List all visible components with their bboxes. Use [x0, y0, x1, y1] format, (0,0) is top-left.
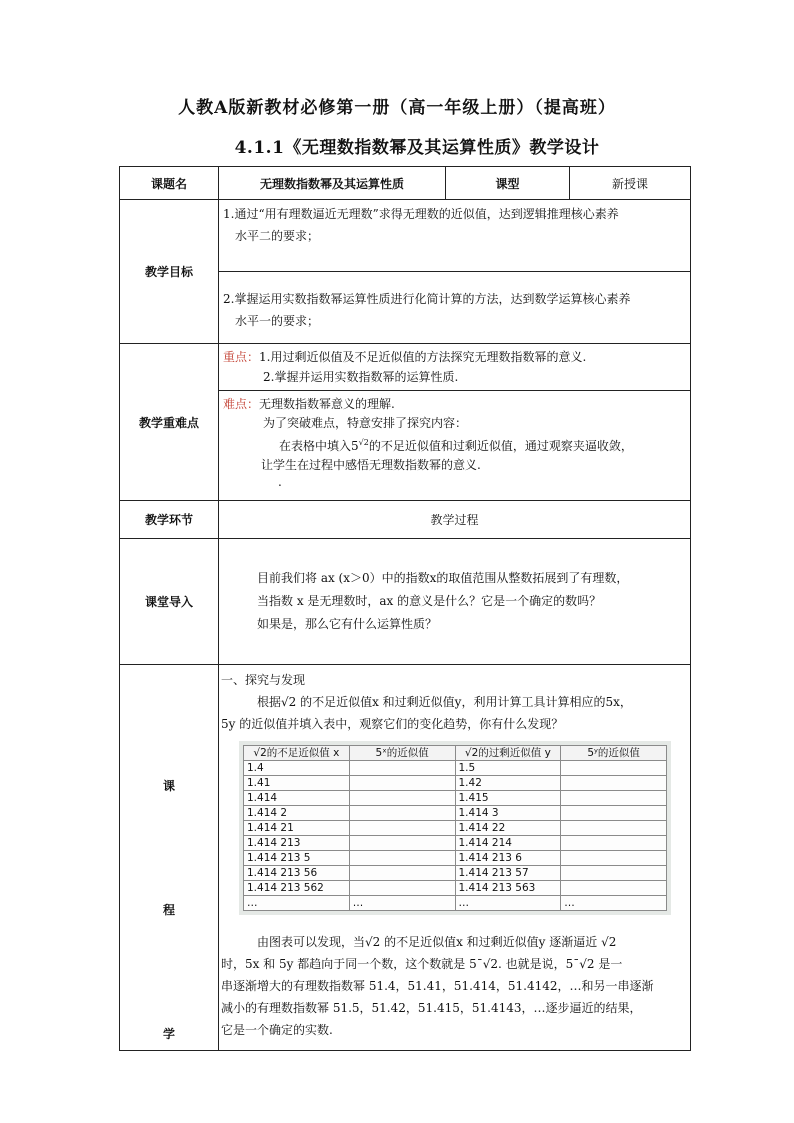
approx-table-cell [561, 776, 667, 791]
approx-table-cell: 1.414 213 57 [455, 866, 561, 881]
approx-header-x: √2的不足近似值 x [244, 746, 350, 761]
approx-table-row [244, 821, 667, 836]
approx-table-cell [561, 806, 667, 821]
approx-table-cell [349, 866, 455, 881]
goals-label: 教学目标 [120, 200, 219, 344]
intro-line-2: 当指数 x 是无理数时，ax 的意义是什么？它是一个确定的数吗？ [257, 594, 602, 608]
process-label-char-3: 学 [162, 1027, 175, 1041]
approx-table-cell [561, 761, 667, 776]
topic-label: 课题名 [120, 167, 219, 200]
approx-table-row [244, 791, 667, 806]
approx-table-cell: 1.414 3 [455, 806, 561, 821]
approx-table-cell: 1.41 [244, 776, 350, 791]
approx-table-row [244, 761, 667, 776]
para-2-e: 它是一个确定的实数. [221, 1023, 333, 1037]
difficulty-1: 无理数指数幂意义的理解. [259, 397, 395, 411]
key-point-2: 2.掌握并运用实数指数幂的运算性质. [263, 370, 459, 384]
approx-table-cell [349, 881, 455, 896]
section-title: 一、探究与发现 [221, 673, 306, 687]
difficulty-points [219, 391, 691, 501]
approx-table-row [244, 881, 667, 896]
approx-table-cell: 1.414 213 56 [244, 866, 350, 881]
approx-table-cell: 1.414 21 [244, 821, 350, 836]
key-point-1: 1.用过剩近似值及不足近似值的方法探究无理数指数幂的意义. [259, 350, 587, 364]
approx-table-frame [239, 741, 671, 915]
approx-table-cell [561, 866, 667, 881]
approx-table [243, 745, 667, 911]
approx-header-y: √2的过剩近似值 y [455, 746, 561, 761]
difficulty-3: 在表格中填入$5^{√2}$的不足近似值和过剩近似值，通过观察夹逼收敛， [279, 438, 633, 453]
process-row [120, 665, 691, 1051]
process-label-char-1: 课 [162, 779, 175, 793]
lesson-type-label: 课型 [446, 167, 570, 200]
intro-row [120, 539, 691, 665]
key-tag: 重点： [223, 350, 260, 364]
approx-table-row [244, 851, 667, 866]
intro-content [219, 539, 691, 665]
approx-table-cell: 1.414 213 562 [244, 881, 350, 896]
approx-table-row [244, 836, 667, 851]
approx-table-row [244, 896, 667, 911]
approx-table-cell [349, 776, 455, 791]
approx-table-cell: 1.5 [455, 761, 561, 776]
lesson-plan-table [119, 166, 691, 1051]
para-1-a: 根据√2 的不足近似值x 和过剩近似值y，利用计算工具计算相应的5x， [257, 695, 632, 709]
difficulty-4: 让学生在过程中感悟无理数指数幂的意义. [261, 458, 481, 472]
process-label [120, 665, 219, 1051]
approx-header-5y: 5ʸ的近似值 [561, 746, 667, 761]
approx-table-row [244, 806, 667, 821]
intro-label: 课堂导入 [120, 539, 219, 665]
intro-line-1: 目前我们将 ax (x＞0）中的指数x的取值范围从整数拓展到了有理数， [257, 571, 629, 585]
approx-table-cell [561, 836, 667, 851]
process-label-char-2: 程 [162, 903, 175, 917]
approx-table-cell: … [455, 896, 561, 911]
approx-table-cell [561, 881, 667, 896]
approx-header-5x: 5ˣ的近似值 [349, 746, 455, 761]
approx-table-header [244, 746, 667, 761]
phase-label: 教学环节 [120, 501, 219, 539]
approx-table-cell [561, 821, 667, 836]
approx-table-cell: 1.414 214 [455, 836, 561, 851]
difficulty-2: 为了突破难点，特意安排了探究内容： [263, 416, 468, 430]
goal-2-line-b: 水平一的要求； [235, 314, 320, 328]
approx-table-cell: 1.42 [455, 776, 561, 791]
approx-table-cell [561, 851, 667, 866]
para-2-c: 串逐渐增大的有理数指数幂 51.4，51.41，51.414，51.4142，…和另一串逐渐 [221, 979, 654, 993]
document-subtitle: 4.1.1《无理数指数幂及其运算性质》教学设计 [234, 138, 600, 158]
approx-table-cell: … [349, 896, 455, 911]
intro-line-3: 如果是，那么它有什么运算性质？ [257, 617, 438, 631]
para-2-a: 由图表可以发现，当√2 的不足近似值x 和过剩近似值y 逐渐逼近 √2 [257, 935, 617, 949]
keypoints-label: 教学重难点 [120, 344, 219, 501]
goal-row-1 [120, 200, 691, 272]
approx-table-cell: 1.414 22 [455, 821, 561, 836]
approx-table-cell [349, 851, 455, 866]
approx-table-cell: 1.414 2 [244, 806, 350, 821]
goal-1-line-a: 1.通过“用有理数逼近无理数”求得无理数的近似值，达到逻辑推理核心素养 [223, 207, 619, 221]
phase-row [120, 501, 691, 539]
approx-table-cell [349, 791, 455, 806]
para-2-b: 时，5x 和 5y 都趋向于同一个数，这个数就是 5ˉ√2. 也就是说，5ˉ√2 是一 [221, 957, 623, 971]
para-2-d: 减小的有理数指数幂 51.5，51.42，51.415，51.4143，…逐步逼近的结果， [221, 1001, 642, 1015]
approx-table-cell: 1.414 [244, 791, 350, 806]
difficulty-5: . [278, 475, 282, 489]
key-points [219, 344, 691, 391]
goal-1 [219, 200, 691, 272]
approx-table-cell: 1.415 [455, 791, 561, 806]
approx-table-cell: … [561, 896, 667, 911]
goal-1-line-b: 水平二的要求； [235, 229, 320, 243]
approx-table-cell: … [244, 896, 350, 911]
difficulty-tag: 难点： [223, 397, 260, 411]
approx-table-cell: 1.414 213 [244, 836, 350, 851]
keypoint-row [120, 344, 691, 391]
para-1-b: 5y 的近似值并填入表中，观察它们的变化趋势，你有什么发现？ [221, 717, 564, 731]
approx-table-row [244, 866, 667, 881]
approx-table-cell [561, 791, 667, 806]
goal-2-line-a: 2.掌握运用实数指数幂运算性质进行化简计算的方法，达到数学运算核心素养 [223, 292, 631, 306]
approx-table-cell: 1.414 213 6 [455, 851, 561, 866]
approx-table-row [244, 776, 667, 791]
approx-table-cell [349, 821, 455, 836]
document-title: 人教A版新教材必修第一册（高一年级上册）（提高班） [178, 98, 616, 118]
topic-value: 无理数指数幂及其运算性质 [219, 167, 446, 200]
phase-value: 教学过程 [219, 501, 691, 539]
approx-table-cell: 1.414 213 563 [455, 881, 561, 896]
approx-table-cell [349, 836, 455, 851]
topic-row [120, 167, 691, 200]
approx-table-cell [349, 761, 455, 776]
sqrt2-superscript: √2 [358, 438, 369, 447]
process-content [219, 665, 691, 1051]
approx-table-cell: 1.4 [244, 761, 350, 776]
lesson-type-value: 新授课 [570, 167, 691, 200]
approx-table-cell [349, 806, 455, 821]
goal-2 [219, 272, 691, 344]
approx-table-cell: 1.414 213 5 [244, 851, 350, 866]
